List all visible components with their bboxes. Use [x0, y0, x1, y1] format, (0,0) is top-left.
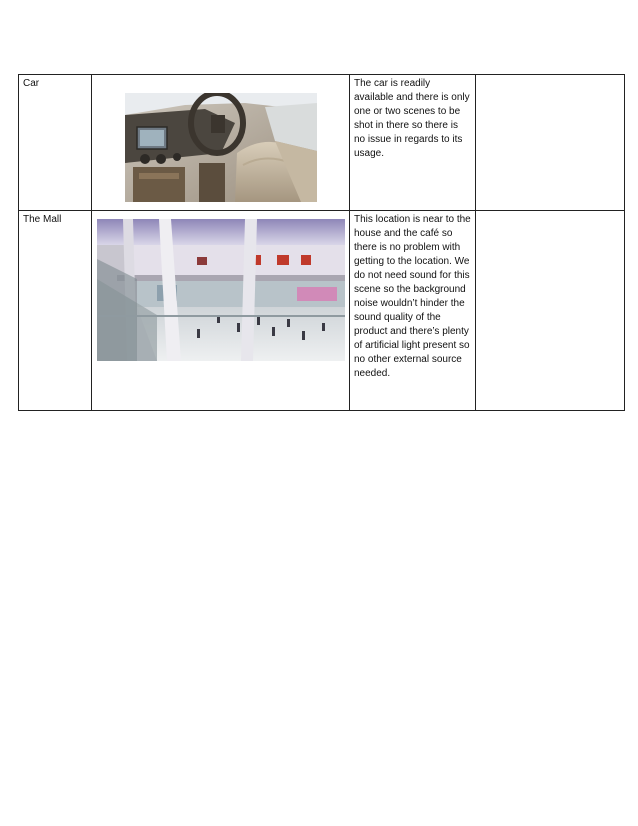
location-name: Car: [19, 75, 92, 211]
shopping-mall-photo: [97, 219, 345, 361]
location-notes-cell: [476, 211, 625, 411]
location-name: The Mall: [19, 211, 92, 411]
table-row: [19, 75, 625, 211]
table-row: [19, 211, 625, 411]
locations-table: [18, 74, 625, 411]
location-description: This location is near to the house and the café so there is no problem with getting to the location. We do not need sound for this scene so the background noise wouldn’t hinder the sound quality of the product and there’s plenty of artificial light present so no other external source needed.: [350, 211, 476, 411]
location-description: The car is readily available and there is only one or two scenes to be shot in there so there is no issue in regards to its usage.: [350, 75, 476, 211]
location-notes-cell: [476, 75, 625, 211]
location-photo-cell: [92, 211, 350, 411]
location-photo-cell: [92, 75, 350, 211]
car-interior-photo: [125, 93, 317, 202]
